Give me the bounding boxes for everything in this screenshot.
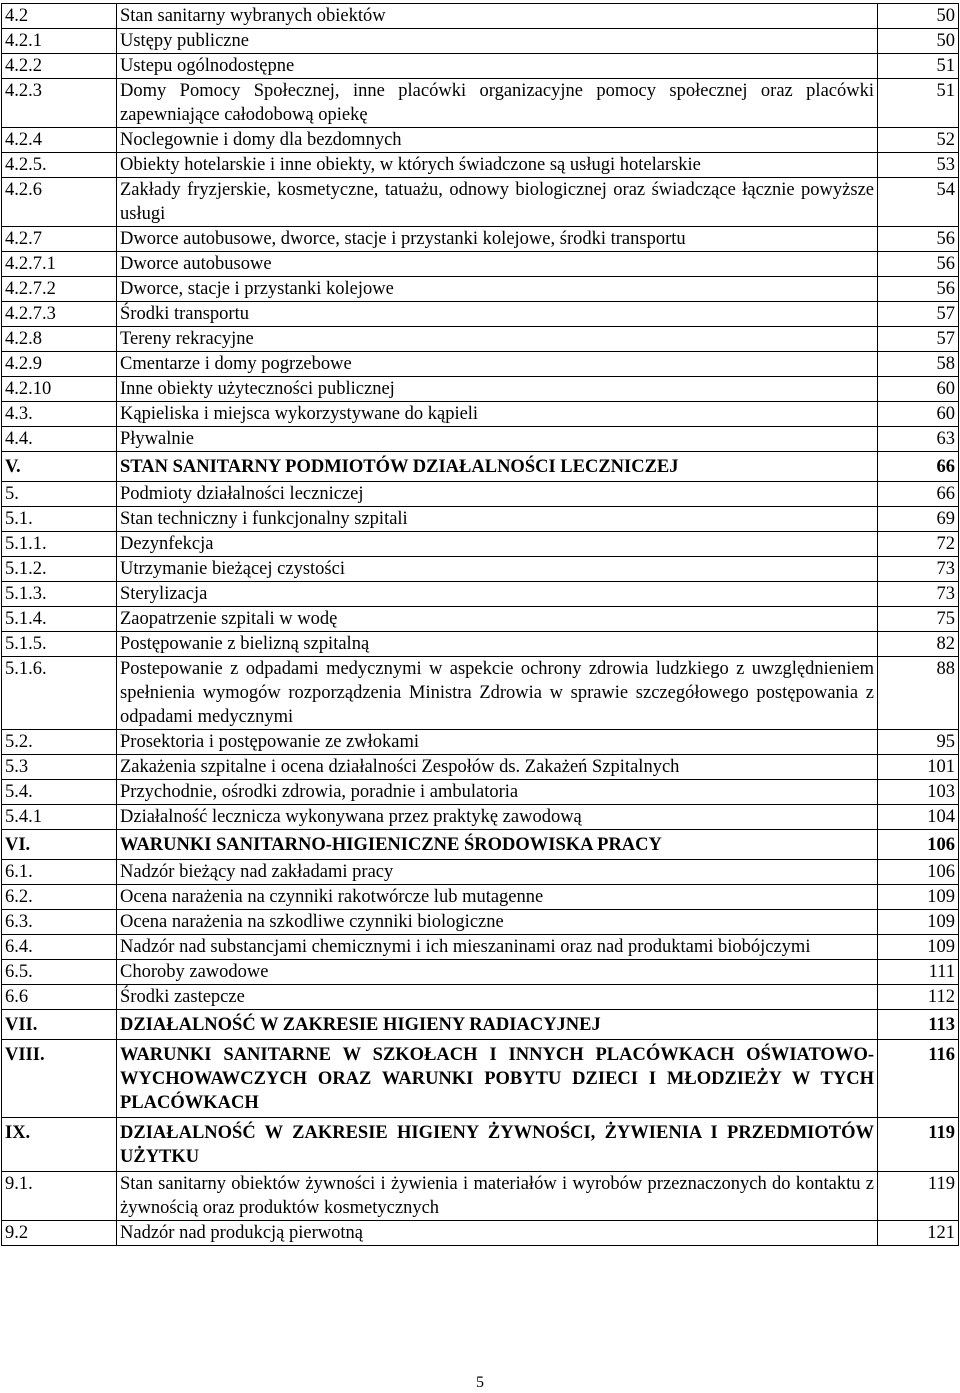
entry-number: 9.2 xyxy=(2,1221,117,1246)
entry-page: 57 xyxy=(878,302,959,327)
entry-page: 119 xyxy=(878,1172,959,1221)
table-row xyxy=(2,960,959,985)
entry-page: 60 xyxy=(878,377,959,402)
entry-title: Domy Pomocy Społecznej, inne placówki organizacyjne pomocy społecznej oraz placówki zapewniające całodobową opiekę xyxy=(117,79,878,128)
entry-page: 60 xyxy=(878,402,959,427)
entry-title: Przychodnie, ośrodki zdrowia, poradnie i ambulatoria xyxy=(117,780,878,805)
entry-page: 56 xyxy=(878,252,959,277)
entry-number: 5.1. xyxy=(2,507,117,532)
entry-title: Inne obiekty użyteczności publicznej xyxy=(117,377,878,402)
entry-number: 5.1.3. xyxy=(2,582,117,607)
entry-title: Obiekty hotelarskie i inne obiekty, w których świadczone są usługi hotelarskie xyxy=(117,153,878,178)
entry-number: V. xyxy=(2,452,117,482)
entry-title: Stan sanitarny obiektów żywności i żywienia i materiałów i wyrobów przeznaczonych do kontaktu z żywnością oraz produktów kosmetycznych xyxy=(117,1172,878,1221)
table-row xyxy=(2,1040,959,1118)
table-row xyxy=(2,582,959,607)
table-row xyxy=(2,632,959,657)
entry-number: 5.4. xyxy=(2,780,117,805)
entry-number: 5. xyxy=(2,482,117,507)
entry-number: 5.1.5. xyxy=(2,632,117,657)
entry-number: 4.2.8 xyxy=(2,327,117,352)
entry-number: 4.2.9 xyxy=(2,352,117,377)
entry-title: Choroby zawodowe xyxy=(117,960,878,985)
entry-page: 73 xyxy=(878,557,959,582)
table-row xyxy=(2,935,959,960)
entry-number: 4.2.10 xyxy=(2,377,117,402)
entry-number: 4.2.4 xyxy=(2,128,117,153)
entry-title: Ustepu ogólnodostępne xyxy=(117,54,878,79)
table-row xyxy=(2,805,959,830)
entry-title: Postepowanie z odpadami medycznymi w aspekcie ochrony zdrowia ludzkiego z uwzględnieniem spełnienia wymogów rozporządzenia Ministra Zdrowia w sprawie szczegółowego postępowania z odpadami medycznymi xyxy=(117,657,878,730)
table-row xyxy=(2,607,959,632)
entry-number: 6.5. xyxy=(2,960,117,985)
entry-number: 4.2.7.3 xyxy=(2,302,117,327)
entry-title: WARUNKI SANITARNE W SZKOŁACH I INNYCH PLACÓWKACH OŚWIATOWO-WYCHOWAWCZYCH ORAZ WARUNKI POBYTU DZIECI I MŁODZIEŻY W TYCH PLACÓWKACH xyxy=(117,1040,878,1118)
entry-title: Prosektoria i postępowanie ze zwłokami xyxy=(117,730,878,755)
table-row xyxy=(2,1221,959,1246)
entry-page: 95 xyxy=(878,730,959,755)
entry-page: 88 xyxy=(878,657,959,730)
entry-title: Stan techniczny i funkcjonalny szpitali xyxy=(117,507,878,532)
entry-number: 5.3 xyxy=(2,755,117,780)
table-row xyxy=(2,252,959,277)
table-row xyxy=(2,277,959,302)
toc-body xyxy=(2,4,959,1246)
entry-number: 4.2.3 xyxy=(2,79,117,128)
entry-number: 6.2. xyxy=(2,885,117,910)
entry-page: 103 xyxy=(878,780,959,805)
entry-page: 52 xyxy=(878,128,959,153)
entry-page: 116 xyxy=(878,1040,959,1118)
entry-page: 111 xyxy=(878,960,959,985)
table-row xyxy=(2,730,959,755)
table-row xyxy=(2,79,959,128)
entry-title: Zaopatrzenie szpitali w wodę xyxy=(117,607,878,632)
table-row xyxy=(2,532,959,557)
entry-title: Dworce, stacje i przystanki kolejowe xyxy=(117,277,878,302)
entry-title: Stan sanitarny wybranych obiektów xyxy=(117,4,878,29)
table-row xyxy=(2,427,959,452)
entry-page: 54 xyxy=(878,178,959,227)
entry-page: 51 xyxy=(878,79,959,128)
entry-title: Nadzór nad produkcją pierwotną xyxy=(117,1221,878,1246)
entry-number: VIII. xyxy=(2,1040,117,1118)
table-row xyxy=(2,482,959,507)
entry-page: 57 xyxy=(878,327,959,352)
entry-page: 56 xyxy=(878,277,959,302)
table-row xyxy=(2,885,959,910)
entry-title: STAN SANITARNY PODMIOTÓW DZIAŁALNOŚCI LECZNICZEJ xyxy=(117,452,878,482)
entry-page: 82 xyxy=(878,632,959,657)
entry-number: 4.2.7.1 xyxy=(2,252,117,277)
entry-page: 119 xyxy=(878,1118,959,1172)
entry-number: 5.1.4. xyxy=(2,607,117,632)
entry-page: 58 xyxy=(878,352,959,377)
table-row xyxy=(2,1172,959,1221)
entry-title: Ustępy publiczne xyxy=(117,29,878,54)
entry-title: Dworce autobusowe, dworce, stacje i przystanki kolejowe, środki transportu xyxy=(117,227,878,252)
entry-page: 75 xyxy=(878,607,959,632)
entry-number: 6.4. xyxy=(2,935,117,960)
entry-title: Ocena narażenia na czynniki rakotwórcze lub mutagenne xyxy=(117,885,878,910)
entry-title: Nadzór bieżący nad zakładami pracy xyxy=(117,860,878,885)
entry-title: DZIAŁALNOŚĆ W ZAKRESIE HIGIENY RADIACYJNEJ xyxy=(117,1010,878,1040)
table-row xyxy=(2,1010,959,1040)
table-row xyxy=(2,227,959,252)
entry-page: 66 xyxy=(878,452,959,482)
entry-number: 6.3. xyxy=(2,910,117,935)
entry-page: 51 xyxy=(878,54,959,79)
table-row xyxy=(2,755,959,780)
table-row xyxy=(2,860,959,885)
entry-number: 5.4.1 xyxy=(2,805,117,830)
table-row xyxy=(2,302,959,327)
entry-title: Kąpieliska i miejsca wykorzystywane do kąpieli xyxy=(117,402,878,427)
entry-page: 109 xyxy=(878,885,959,910)
entry-page: 113 xyxy=(878,1010,959,1040)
table-row xyxy=(2,54,959,79)
entry-title: Cmentarze i domy pogrzebowe xyxy=(117,352,878,377)
table-row xyxy=(2,452,959,482)
page-number: 5 xyxy=(476,1374,484,1391)
entry-title: Nadzór nad substancjami chemicznymi i ich mieszaninami oraz nad produktami biobójczymi xyxy=(117,935,878,960)
table-row xyxy=(2,377,959,402)
table-row xyxy=(2,402,959,427)
table-row xyxy=(2,507,959,532)
entry-page: 69 xyxy=(878,507,959,532)
entry-page: 106 xyxy=(878,830,959,860)
entry-title: Postępowanie z bielizną szpitalną xyxy=(117,632,878,657)
entry-number: 5.1.1. xyxy=(2,532,117,557)
entry-number: 4.2 xyxy=(2,4,117,29)
entry-page: 109 xyxy=(878,910,959,935)
table-row xyxy=(2,910,959,935)
table-row xyxy=(2,4,959,29)
table-row xyxy=(2,780,959,805)
entry-page: 50 xyxy=(878,29,959,54)
entry-page: 121 xyxy=(878,1221,959,1246)
entry-page: 53 xyxy=(878,153,959,178)
entry-page: 50 xyxy=(878,4,959,29)
entry-title: Dworce autobusowe xyxy=(117,252,878,277)
table-row xyxy=(2,29,959,54)
entry-number: IX. xyxy=(2,1118,117,1172)
entry-page: 72 xyxy=(878,532,959,557)
entry-page: 56 xyxy=(878,227,959,252)
table-row xyxy=(2,178,959,227)
entry-title: Podmioty działalności leczniczej xyxy=(117,482,878,507)
entry-number: 4.2.7.2 xyxy=(2,277,117,302)
entry-title: Utrzymanie bieżącej czystości xyxy=(117,557,878,582)
table-row xyxy=(2,1118,959,1172)
entry-number: 5.1.6. xyxy=(2,657,117,730)
table-row xyxy=(2,557,959,582)
entry-title: Dezynfekcja xyxy=(117,532,878,557)
entry-page: 106 xyxy=(878,860,959,885)
entry-page: 109 xyxy=(878,935,959,960)
entry-title: Noclegownie i domy dla bezdomnych xyxy=(117,128,878,153)
entry-number: 4.2.5. xyxy=(2,153,117,178)
entry-page: 104 xyxy=(878,805,959,830)
entry-title: Działalność lecznicza wykonywana przez praktykę zawodową xyxy=(117,805,878,830)
entry-title: DZIAŁALNOŚĆ W ZAKRESIE HIGIENY ŻYWNOŚCI, ŻYWIENIA I PRZEDMIOTÓW UŻYTKU xyxy=(117,1118,878,1172)
entry-number: 6.1. xyxy=(2,860,117,885)
entry-number: 4.2.2 xyxy=(2,54,117,79)
entry-title: Środki transportu xyxy=(117,302,878,327)
table-row xyxy=(2,352,959,377)
entry-number: 4.3. xyxy=(2,402,117,427)
entry-page: 73 xyxy=(878,582,959,607)
entry-page: 66 xyxy=(878,482,959,507)
table-row xyxy=(2,153,959,178)
entry-title: Zakłady fryzjerskie, kosmetyczne, tatuażu, odnowy biologicznej oraz świadczące łącznie powyższe usługi xyxy=(117,178,878,227)
entry-title: Tereny rekracyjne xyxy=(117,327,878,352)
entry-number: 9.1. xyxy=(2,1172,117,1221)
entry-title: Ocena narażenia na szkodliwe czynniki biologiczne xyxy=(117,910,878,935)
entry-title: WARUNKI SANITARNO-HIGIENICZNE ŚRODOWISKA PRACY xyxy=(117,830,878,860)
table-row xyxy=(2,985,959,1010)
entry-page: 112 xyxy=(878,985,959,1010)
entry-title: Zakażenia szpitalne i ocena działalności Zespołów ds. Zakażeń Szpitalnych xyxy=(117,755,878,780)
entry-number: 4.2.7 xyxy=(2,227,117,252)
entry-title: Pływalnie xyxy=(117,427,878,452)
table-row xyxy=(2,128,959,153)
table-row xyxy=(2,830,959,860)
table-of-contents xyxy=(1,3,959,1246)
entry-number: 5.1.2. xyxy=(2,557,117,582)
entry-number: 4.4. xyxy=(2,427,117,452)
entry-page: 101 xyxy=(878,755,959,780)
entry-number: 4.2.6 xyxy=(2,178,117,227)
entry-number: VI. xyxy=(2,830,117,860)
entry-number: 5.2. xyxy=(2,730,117,755)
entry-number: 4.2.1 xyxy=(2,29,117,54)
entry-number: 6.6 xyxy=(2,985,117,1010)
table-row xyxy=(2,327,959,352)
entry-title: Sterylizacja xyxy=(117,582,878,607)
entry-number: VII. xyxy=(2,1010,117,1040)
table-row xyxy=(2,657,959,730)
entry-title: Środki zastepcze xyxy=(117,985,878,1010)
entry-page: 63 xyxy=(878,427,959,452)
